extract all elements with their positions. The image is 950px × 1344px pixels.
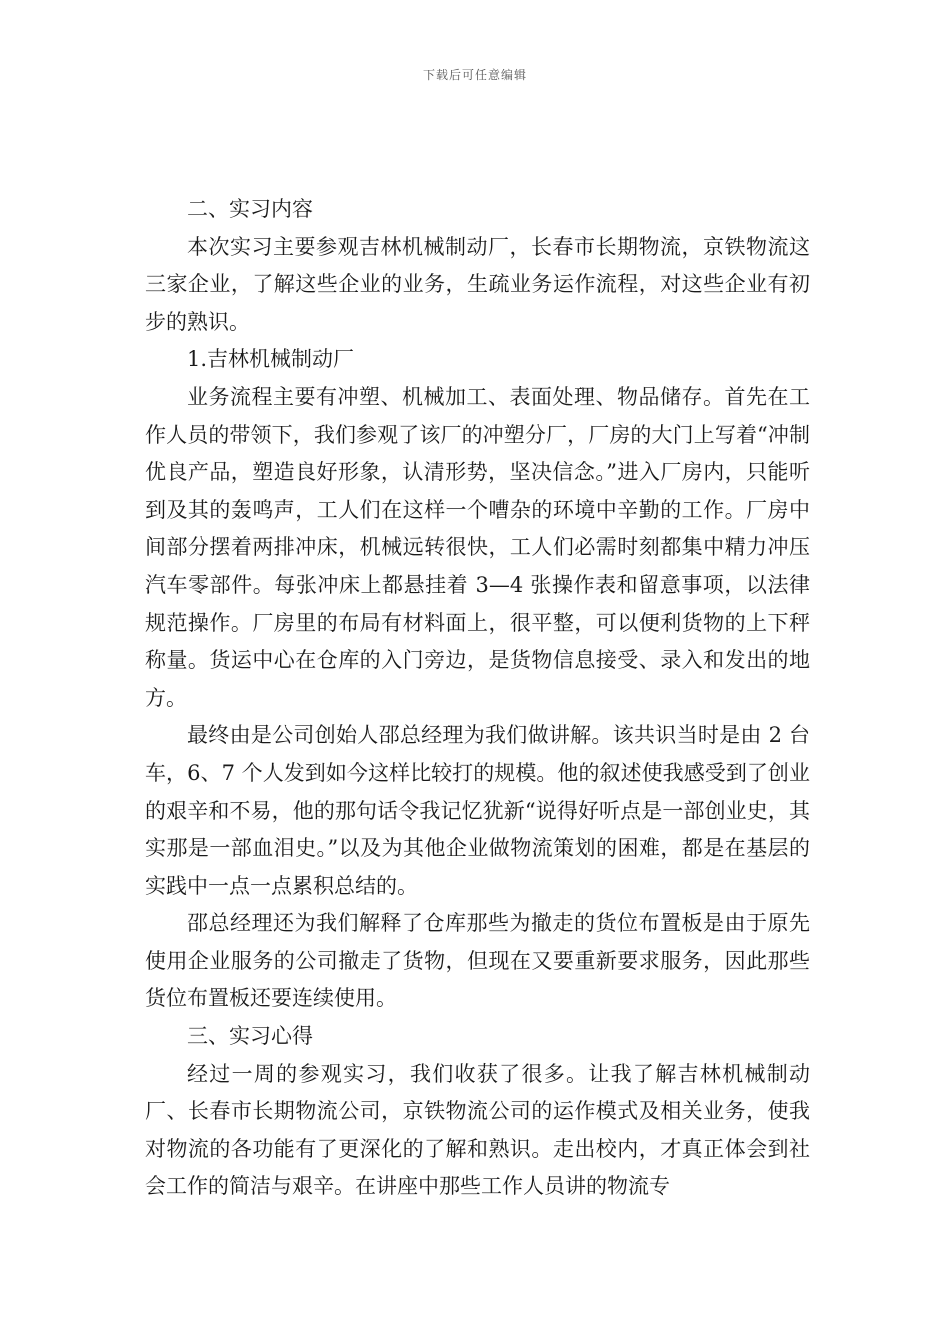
section-heading-internship-reflection: 三、实习心得	[187, 1024, 313, 1049]
document-body	[145, 191, 810, 1206]
section-heading-internship-content: 二、实习内容	[187, 197, 313, 221]
paragraph-business-process: 业务流程主要有冲塑、机械加工、表面处理、物品储存。首先在工作人员的带领下，我们参观了该厂的冲塑分厂，厂房的大门上写着“冲制优良产品，塑造良好形象，认清形势，坚决信念。”进入厂房内，只能听到及其的轰鸣声，工人们在这样一个嘈杂的环境中辛勤的工作。厂房中间部分摆着两排冲床，机械远转很快，工人们必需时刻都集中精力冲压汽车零部件。每张冲床上都悬挂着 3—4 张操作表和留意事项，以法律规范操作。厂房里的布局有材料面上，很平整，可以便利货物的上下秤称量。货运中心在仓库的入门旁边，是货物信息接受、录入和发出的地方。	[145, 384, 810, 710]
subheading-jilin-brake-factory: 1.吉林机械制动厂	[187, 347, 355, 372]
paragraph-warehouse-boards: 邵总经理还为我们解释了仓库那些为撤走的货位布置板是由于原先使用企业服务的公司撤走了货物，但现在又要重新要求服务，因此那些货位布置板还要连续使用。	[145, 911, 810, 1011]
paragraph-reflection: 经过一周的参观实习，我们收获了很多。让我了解吉林机械制动厂、长春市长期物流公司，京铁物流公司的运作模式及相关业务，使我对物流的各功能有了更深化的了解和熟识。走出校内，才真正体会到社会工作的简洁与艰辛。在讲座中那些工作人员讲的物流专	[145, 1061, 810, 1199]
intro-paragraph: 本次实习主要参观吉林机械制动厂，长春市长期物流，京铁物流这三家企业，了解这些企业的业务，生疏业务运作流程，对这些企业有初步的熟识。	[145, 234, 810, 334]
page-header: 下载后可任意编辑	[422, 68, 527, 82]
paragraph-founder-talk: 最终由是公司创始人邵总经理为我们做讲解。该共识当时是由 2 台车，6、7 个人发到如今这样比较打的规模。他的叙述使我感受到了创业的艰辛和不易，他的那句话令我记忆犹新“说得好听点是一部创业史，其实那是一部血泪史。”以及为其他企业做物流策划的困难，都是在基层的实践中一点一点累积总结的。	[145, 723, 810, 898]
